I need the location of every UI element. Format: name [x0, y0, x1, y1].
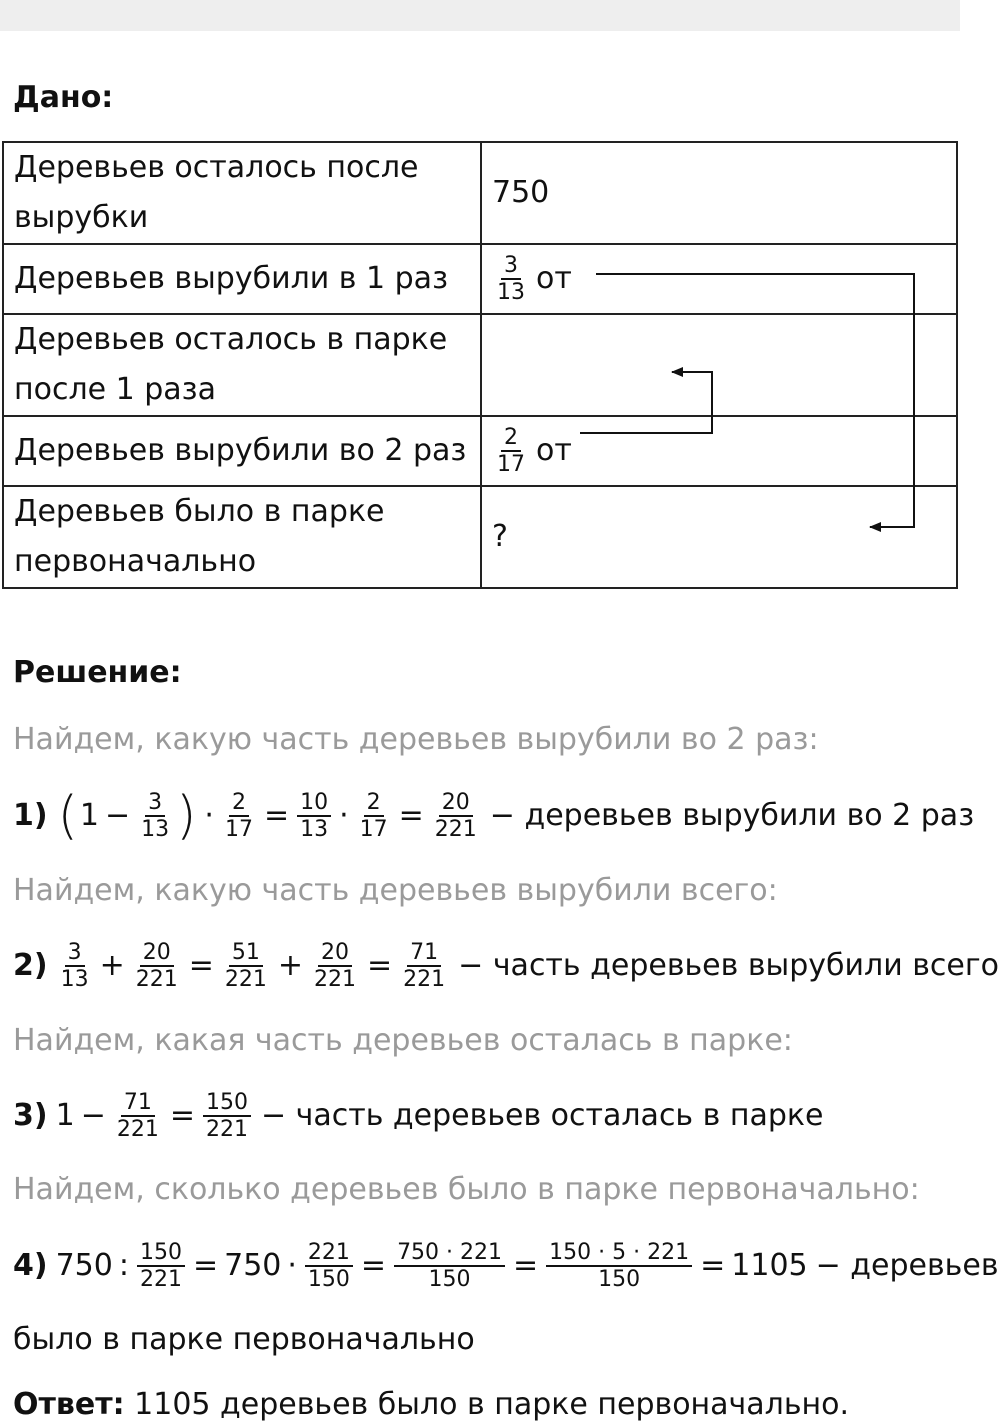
denominator: 150: [307, 1267, 350, 1293]
dot-sign: ·: [339, 798, 349, 834]
step-1: [13, 786, 975, 847]
row-label: Деревьев осталось после вырубки: [3, 142, 481, 244]
denominator: 17: [359, 817, 388, 843]
step-number: 1): [13, 798, 48, 834]
row-label: Деревьев вырубили во 2 раз: [3, 416, 481, 486]
result-value: 1105: [731, 1248, 808, 1284]
numerator: 20: [318, 940, 352, 967]
plus-sign: +: [99, 948, 125, 984]
equals-sign: =: [700, 1248, 726, 1284]
equals-sign: =: [188, 948, 214, 984]
answer-label: Ответ:: [13, 1387, 125, 1422]
numerator: 2: [501, 425, 521, 452]
step-tail: − деревьев вырубили во 2 раз: [489, 798, 975, 834]
fraction: [432, 790, 480, 843]
equals-sign: =: [263, 798, 290, 834]
equals-sign: =: [398, 798, 424, 834]
denominator: 17: [497, 452, 525, 477]
numerator: 750 · 221: [394, 1240, 505, 1267]
relation-arrows: [0, 0, 960, 600]
fraction: [400, 940, 448, 993]
step-number: 3): [13, 1098, 48, 1134]
equals-sign: =: [513, 1248, 539, 1284]
denominator: 221: [135, 967, 178, 993]
value-750: 750: [224, 1248, 282, 1284]
row-value: 750: [481, 142, 957, 244]
step-tail: − часть деревьев вырубили всего: [458, 948, 999, 984]
answer: [13, 1385, 849, 1425]
fraction: [203, 1090, 251, 1143]
numerator: 71: [407, 940, 441, 967]
fraction: [58, 940, 92, 993]
plus-sign: +: [277, 948, 304, 984]
fraction: [546, 1240, 692, 1293]
fraction: [138, 790, 172, 843]
step-2: [13, 940, 999, 993]
numerator: 2: [229, 790, 249, 817]
numerator: 51: [229, 940, 263, 967]
numerator: 150: [137, 1240, 185, 1267]
hint-3: Найдем, какая часть деревьев осталась в парке:: [13, 1023, 793, 1058]
one: 1: [79, 798, 99, 834]
numerator: 3: [145, 790, 165, 817]
numerator: 10: [297, 790, 331, 817]
denominator: 13: [300, 817, 329, 843]
fraction: [137, 1240, 185, 1293]
divide-sign: :: [118, 1248, 129, 1284]
denominator: 221: [314, 967, 357, 993]
numerator: 71: [121, 1090, 155, 1117]
dot-sign: ·: [204, 798, 214, 834]
hint-2: Найдем, какую часть деревьев вырубили всего:: [13, 873, 778, 908]
step-4-continuation: было в парке первоначально: [13, 1322, 475, 1357]
numerator: 3: [501, 253, 521, 280]
numerator: 150 · 5 · 221: [546, 1240, 692, 1267]
step-3: [13, 1090, 823, 1143]
denominator: 221: [224, 967, 267, 993]
fraction: [305, 1240, 353, 1293]
denominator: 221: [434, 817, 477, 843]
step-tail: − деревьев: [815, 1248, 999, 1284]
equals-sign: =: [367, 948, 393, 984]
row-label: Деревьев вырубили в 1 раз: [3, 244, 481, 314]
answer-text: 1105 деревьев было в парке первоначально.: [134, 1387, 850, 1422]
denominator: 13: [60, 967, 89, 993]
step-tail: − часть деревьев осталась в парке: [260, 1098, 824, 1134]
denominator: 221: [116, 1117, 159, 1143]
denominator: 13: [141, 817, 170, 843]
denominator: 221: [205, 1117, 248, 1143]
row-value: ?: [481, 486, 957, 588]
given-title: Дано:: [13, 80, 114, 115]
arrow-to-after-first: [580, 372, 712, 433]
numerator: 2: [364, 790, 384, 817]
minus-sign: −: [80, 1098, 106, 1134]
row-label: Деревьев было в парке первоначально: [3, 486, 481, 588]
denominator: 17: [224, 817, 253, 843]
close-paren: ): [176, 786, 197, 847]
equals-sign: =: [169, 1098, 195, 1134]
numerator: 221: [305, 1240, 353, 1267]
arrow-to-initial: [596, 274, 914, 527]
step-number: 4): [13, 1248, 48, 1284]
numerator: 20: [140, 940, 174, 967]
fraction: [394, 1240, 505, 1293]
fraction: [311, 940, 359, 993]
hint-1: Найдем, какую часть деревьев вырубили во 2 раз:: [13, 722, 819, 757]
suffix: от: [536, 432, 572, 468]
fraction: [357, 790, 391, 843]
numerator: 3: [65, 940, 85, 967]
numerator: 20: [439, 790, 473, 817]
denominator: 221: [403, 967, 446, 993]
one: 1: [55, 1098, 75, 1134]
value-750: 750: [55, 1248, 113, 1284]
minus-sign: −: [104, 798, 131, 834]
hint-4: Найдем, сколько деревьев было в парке первоначально:: [13, 1172, 920, 1207]
open-paren: (: [57, 786, 78, 847]
denominator: 150: [428, 1267, 471, 1293]
denominator: 13: [497, 280, 525, 305]
step-number: 2): [13, 948, 48, 984]
fraction: [297, 790, 331, 843]
fraction: [114, 1090, 162, 1143]
fraction: [222, 790, 256, 843]
dot-sign: ·: [287, 1248, 297, 1284]
fraction: [222, 940, 270, 993]
denominator: 150: [598, 1267, 641, 1293]
suffix: от: [536, 260, 572, 296]
solution-title: Решение:: [13, 655, 182, 690]
equals-sign: =: [192, 1248, 219, 1284]
step-4: [13, 1240, 999, 1293]
numerator: 150: [203, 1090, 251, 1117]
denominator: 221: [139, 1267, 182, 1293]
row-label: Деревьев осталось в парке после 1 раза: [3, 314, 481, 416]
fraction: [133, 940, 181, 993]
equals-sign: =: [360, 1248, 387, 1284]
